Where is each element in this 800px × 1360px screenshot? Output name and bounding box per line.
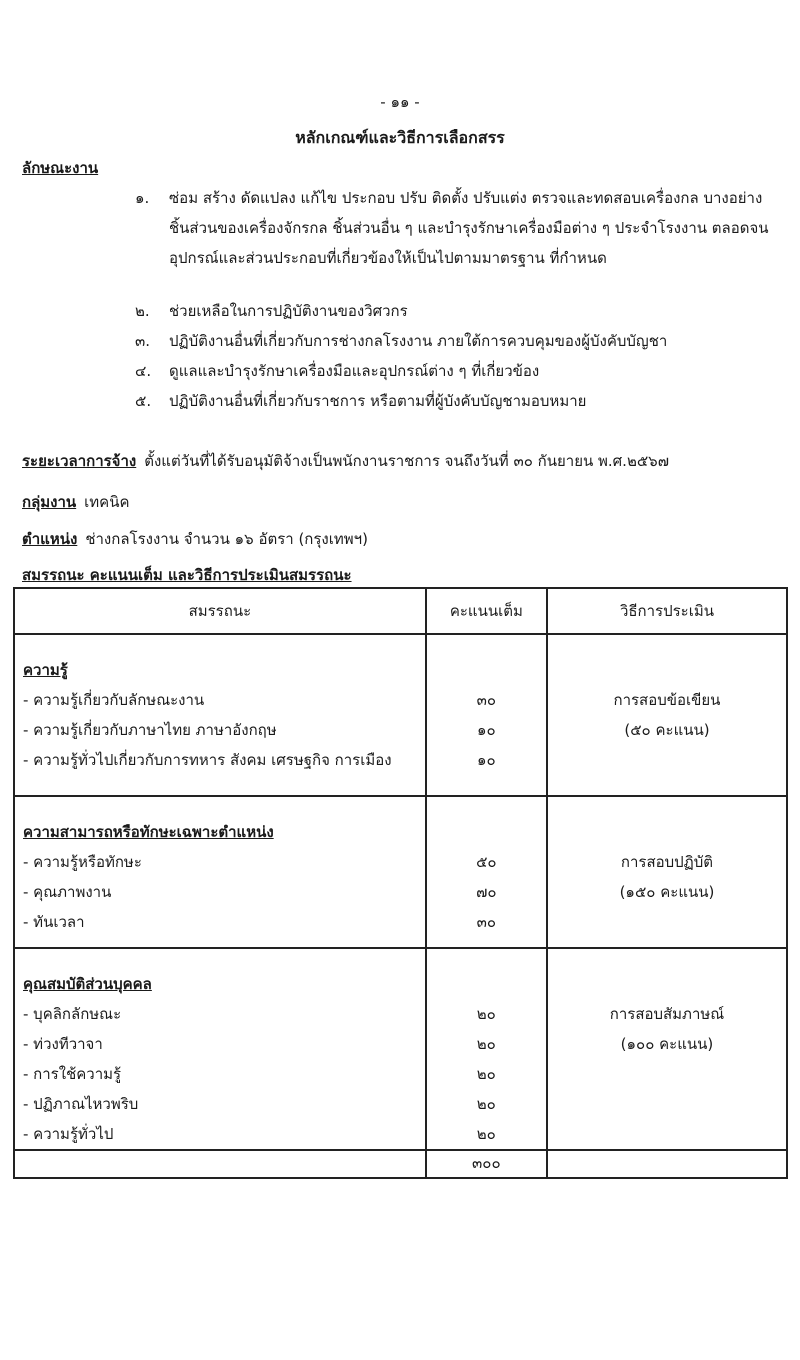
job-description-label: ลักษณะงาน (22, 159, 99, 177)
total-empty-cell (14, 1150, 426, 1178)
total-row (14, 1150, 787, 1178)
competency-item: - ปฏิภาณไหวพริบ (23, 1095, 139, 1113)
score-cell (426, 796, 547, 948)
competency-item: - ความรู้ทั่วไปเกี่ยวกับการทหาร สังคม เศรษฐกิจ การเมือง (23, 751, 392, 769)
competency-cell (14, 796, 426, 948)
score-value: ๑๐ (476, 721, 496, 739)
position (22, 527, 368, 551)
header-full-score: คะแนนเต็ม (426, 588, 547, 634)
competency-item: - ความรู้เกี่ยวกับภาษาไทย ภาษาอังกฤษ (23, 721, 277, 739)
score-value: ๑๐ (476, 751, 496, 769)
job-item-number: ๔. (135, 362, 152, 380)
method-name: การสอบปฏิบัติ (620, 853, 714, 871)
job-item-number: ๕. (135, 392, 152, 410)
group-title: คุณสมบัติส่วนบุคคล (23, 975, 152, 993)
table-row (14, 948, 787, 1150)
group-title: ความสามารถหรือทักษะเฉพาะตำแหน่ง (23, 823, 274, 841)
method-score: (๕๐ คะแนน) (624, 721, 710, 739)
job-item-text: ปฏิบัติงานอื่นที่เกี่ยวกับราชการ หรือตามที่ผู้บังคับบัญชามอบหมาย (169, 392, 587, 410)
competency-cell (14, 634, 426, 796)
competency-item: - คุณภาพงาน (23, 883, 112, 901)
job-item-4 (135, 356, 769, 386)
total-empty-cell (547, 1150, 787, 1178)
group-title: ความรู้ (23, 661, 68, 679)
employment-period-value: ตั้งแต่วันที่ได้รับอนุมัติจ้างเป็นพนักงานราชการ จนถึงวันที่ ๓๐ กันยายน พ.ศ.๒๕๖๗ (144, 452, 669, 470)
page-number: - ๑๑ - (380, 93, 420, 111)
score-value: ๓๐ (476, 913, 497, 931)
score-value: ๓๐ (476, 691, 497, 709)
method-cell (547, 634, 787, 796)
competency-item: - การใช้ความรู้ (23, 1065, 122, 1083)
position-value: ช่างกลโรงงาน จำนวน ๑๖ อัตรา (กรุงเทพฯ) (85, 530, 368, 548)
header-evaluation-method: วิธีการประเมิน (547, 588, 787, 634)
job-item-3 (135, 326, 769, 356)
table-row (14, 796, 787, 948)
competency-item: - บุคลิกลักษณะ (23, 1005, 122, 1023)
job-item-number: ๑. (135, 189, 150, 207)
job-item-text: ช่วยเหลือในการปฏิบัติงานของวิศวกร (169, 302, 408, 320)
method-score: (๑๐๐ คะแนน) (620, 1035, 714, 1053)
method-score: (๑๕๐ คะแนน) (619, 883, 715, 901)
job-item-5 (135, 386, 769, 416)
competency-item: - ท่วงทีวาจา (23, 1035, 103, 1053)
score-value: ๒๐ (476, 1125, 496, 1143)
employment-period (22, 449, 669, 473)
score-cell (426, 948, 547, 1150)
job-item-text: ปฏิบัติงานอื่นที่เกี่ยวกับการช่างกลโรงงาน ภายใต้การควบคุมของผู้บังคับบัญชา (169, 332, 668, 350)
score-value: ๒๐ (476, 1035, 496, 1053)
table-header-row (14, 588, 787, 634)
table-row (14, 634, 787, 796)
page-title: หลักเกณฑ์และวิธีการเลือกสรร (295, 128, 505, 147)
competency-item: - ความรู้เกี่ยวกับลักษณะงาน (23, 691, 205, 709)
competency-heading: สมรรถนะ คะแนนเต็ม และวิธีการประเมินสมรรถนะ (22, 566, 352, 584)
competency-item: - ความรู้ทั่วไป (23, 1125, 114, 1143)
score-value: ๒๐ (476, 1065, 496, 1083)
job-item-2 (135, 296, 769, 326)
score-value: ๕๐ (476, 853, 497, 871)
job-group-value: เทคนิค (84, 493, 130, 511)
score-value: ๗๐ (476, 883, 497, 901)
job-item-text: ซ่อม สร้าง ดัดแปลง แก้ไข ประกอบ ปรับ ติดตั้ง ปรับแต่ง ตรวจและทดสอบเครื่องกล บางอย่าง ชิ้นส่วนของเครื่องจักรกล ชิ้นส่วนอื่น ๆ และบำรุงรักษาเครื่องมือต่าง ๆ ประจำโรงงาน ตลอดจนอุปกรณ์และส่วนประกอบที่เกี่ยวข้องให้เป็นไปตามมาตรฐาน ที่กำหนด (169, 189, 769, 267)
competency-item: - ทันเวลา (23, 913, 85, 931)
job-group-label: กลุ่มงาน (22, 493, 77, 511)
job-group (22, 490, 130, 514)
method-cell (547, 948, 787, 1150)
header-competency: สมรรถนะ (14, 588, 426, 634)
job-item-number: ๒. (135, 302, 150, 320)
job-item-text: ดูแลและบำรุงรักษาเครื่องมือและอุปกรณ์ต่าง ๆ ที่เกี่ยวข้อง (169, 362, 540, 380)
job-item-number: ๓. (135, 332, 151, 350)
employment-period-label: ระยะเวลาการจ้าง (22, 452, 137, 470)
method-name: การสอบข้อเขียน (613, 691, 721, 709)
method-cell (547, 796, 787, 948)
competency-cell (14, 948, 426, 1150)
total-score: ๓๐๐ (426, 1150, 547, 1178)
competency-table (13, 587, 788, 1179)
score-value: ๒๐ (476, 1005, 496, 1023)
score-value: ๒๐ (476, 1095, 496, 1113)
score-cell (426, 634, 547, 796)
job-item-1 (135, 183, 769, 273)
competency-item: - ความรู้หรือทักษะ (23, 853, 142, 871)
position-label: ตำแหน่ง (22, 530, 78, 548)
method-name: การสอบสัมภาษณ์ (609, 1005, 725, 1023)
